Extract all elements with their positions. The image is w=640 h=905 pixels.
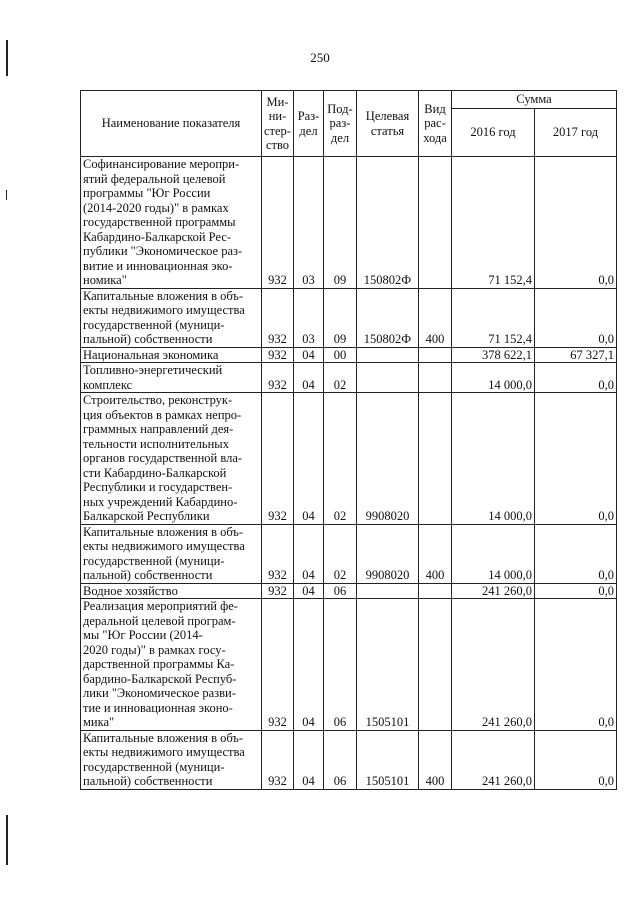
row-name-line: Реализация мероприятий фе-: [83, 599, 238, 613]
row-name-line: дарственной программы Ка-: [83, 657, 235, 671]
table-row: [81, 347, 617, 363]
row-name-line: сти Кабардино-Балкарской: [83, 465, 227, 480]
row-name: [81, 157, 262, 289]
cell-y2016: 241 260,0: [452, 583, 535, 599]
header-target: Целевая статья: [357, 91, 419, 157]
cell-subsection: 02: [324, 363, 357, 393]
row-name: [81, 347, 262, 363]
margin-mark-top: [6, 40, 8, 76]
row-name: [81, 524, 262, 583]
header-year-2017: 2017 год: [535, 109, 617, 157]
cell-target: 1505101: [357, 599, 419, 731]
row-name: [81, 363, 262, 393]
table-row: [81, 393, 617, 525]
row-name-line: бардино-Балкарской Респуб-: [83, 671, 237, 686]
row-name-line: Водное хозяйство: [83, 583, 178, 598]
row-name-line: Капитальные вложения в объ-: [83, 730, 244, 745]
row-name-line: государственной (муници-: [83, 317, 225, 332]
table-row: [81, 524, 617, 583]
row-name-line: пальной) собственности: [83, 332, 213, 346]
row-name-line: пальной) собственности: [83, 568, 213, 582]
cell-target: 9908020: [357, 524, 419, 583]
cell-subsection: 09: [324, 157, 357, 289]
cell-y2017: 67 327,1: [535, 347, 617, 363]
cell-y2017: 0,0: [535, 288, 617, 347]
table-row: [81, 288, 617, 347]
page-number: 250: [310, 50, 330, 65]
cell-y2016: 14 000,0: [452, 393, 535, 525]
cell-subsection: 09: [324, 288, 357, 347]
budget-table: [80, 90, 617, 790]
row-name-line: Топливно-энергетический: [83, 363, 223, 377]
row-name-line: деральной целевой програм-: [83, 613, 236, 628]
cell-ministry: 932: [262, 583, 294, 599]
cell-target: 9908020: [357, 393, 419, 525]
row-name-line: 2020 годы)" в рамках госу-: [83, 642, 226, 657]
cell-target: [357, 583, 419, 599]
row-name-line: ятий федеральной целевой: [83, 171, 226, 186]
cell-expense-type: [419, 347, 452, 363]
table-row: [81, 599, 617, 731]
cell-expense-type: [419, 363, 452, 393]
cell-target: 150802Ф: [357, 157, 419, 289]
cell-section: 04: [294, 583, 324, 599]
cell-subsection: 06: [324, 730, 357, 789]
header-expense-type: Вид рас- хода: [419, 91, 452, 157]
row-name-line: мика": [83, 715, 115, 729]
cell-subsection: 02: [324, 393, 357, 525]
cell-target: 150802Ф: [357, 288, 419, 347]
row-name-line: тельности исполнительных: [83, 436, 229, 451]
row-name-line: Балкарской Республики: [83, 509, 210, 523]
row-name-line: ция объектов в рамках непро-: [83, 407, 242, 422]
row-name-line: государственной (муници-: [83, 553, 225, 568]
row-name: [81, 393, 262, 525]
row-name-line: (2014-2020 годы)" в рамках: [83, 200, 229, 215]
cell-y2017: 0,0: [535, 524, 617, 583]
row-name: [81, 583, 262, 599]
header-sum: Сумма: [452, 91, 617, 109]
cell-y2016: 71 152,4: [452, 157, 535, 289]
row-name: [81, 599, 262, 731]
cell-ministry: 932: [262, 157, 294, 289]
table-row: [81, 583, 617, 599]
header-ministry: Ми- ни- стер- ство: [262, 91, 294, 157]
row-name-line: екты недвижимого имущества: [83, 539, 245, 553]
cell-expense-type: [419, 157, 452, 289]
cell-y2017: 0,0: [535, 393, 617, 525]
row-name-line: публики "Экономическое раз-: [83, 244, 243, 258]
cell-y2017: 0,0: [535, 599, 617, 731]
cell-expense-type: 400: [419, 524, 452, 583]
row-name-line: комплекс: [83, 377, 133, 392]
cell-expense-type: [419, 599, 452, 731]
cell-expense-type: [419, 393, 452, 525]
row-name-line: ных учреждений Кабардино-: [83, 494, 238, 509]
cell-y2017: 0,0: [535, 157, 617, 289]
cell-ministry: 932: [262, 363, 294, 393]
cell-expense-type: [419, 583, 452, 599]
cell-y2016: 378 622,1: [452, 347, 535, 363]
row-name-line: Капитальные вложения в объ-: [83, 288, 244, 303]
table-body: [81, 157, 617, 790]
margin-mark-upper: [6, 190, 7, 200]
cell-section: 04: [294, 524, 324, 583]
row-name-line: Национальная экономика: [83, 347, 219, 362]
row-name-line: витие и инновационная эко-: [83, 258, 233, 273]
cell-y2016: 241 260,0: [452, 599, 535, 731]
cell-ministry: 932: [262, 730, 294, 789]
row-name-line: Капитальные вложения в объ-: [83, 524, 244, 539]
cell-section: 03: [294, 157, 324, 289]
cell-target: 1505101: [357, 730, 419, 789]
header-year-2016: 2016 год: [452, 109, 535, 157]
cell-section: 04: [294, 363, 324, 393]
row-name-line: граммных направлений дея-: [83, 422, 234, 436]
cell-section: 03: [294, 288, 324, 347]
cell-ministry: 932: [262, 393, 294, 525]
cell-section: 04: [294, 347, 324, 363]
header-section: Раз- дел: [294, 91, 324, 157]
row-name-line: органов государственной вла-: [83, 451, 243, 465]
row-name-line: программы "Юг России: [83, 186, 211, 200]
row-name-line: мы "Юг России (2014-: [83, 628, 203, 642]
table-row: [81, 730, 617, 789]
cell-ministry: 932: [262, 347, 294, 363]
cell-target: [357, 347, 419, 363]
row-name-line: пальной) собственности: [83, 774, 213, 788]
row-name-line: номика": [83, 273, 127, 287]
cell-ministry: 932: [262, 599, 294, 731]
row-name-line: государственной (муници-: [83, 759, 225, 774]
cell-section: 04: [294, 599, 324, 731]
cell-section: 04: [294, 393, 324, 525]
cell-subsection: 06: [324, 599, 357, 731]
cell-y2016: 14 000,0: [452, 363, 535, 393]
row-name: [81, 730, 262, 789]
table-row: [81, 157, 617, 289]
cell-y2016: 241 260,0: [452, 730, 535, 789]
header-name: Наименование показателя: [81, 91, 262, 157]
table-row: [81, 363, 617, 393]
cell-y2017: 0,0: [535, 363, 617, 393]
cell-section: 04: [294, 730, 324, 789]
row-name-line: государственной программы: [83, 215, 236, 229]
cell-ministry: 932: [262, 524, 294, 583]
row-name-line: екты недвижимого имущества: [83, 303, 245, 317]
cell-target: [357, 363, 419, 393]
margin-mark-bottom: [6, 815, 8, 865]
row-name-line: лики "Экономическое разви-: [83, 686, 236, 700]
cell-y2016: 71 152,4: [452, 288, 535, 347]
cell-y2017: 0,0: [535, 583, 617, 599]
cell-y2017: 0,0: [535, 730, 617, 789]
row-name-line: тие и инновационная эконо-: [83, 700, 233, 715]
row-name-line: Кабардино-Балкарской Рес-: [83, 229, 232, 244]
cell-subsection: 06: [324, 583, 357, 599]
row-name-line: Строительство, реконструк-: [83, 393, 233, 407]
cell-subsection: 00: [324, 347, 357, 363]
row-name: [81, 288, 262, 347]
cell-expense-type: 400: [419, 288, 452, 347]
row-name-line: Софинансирование меропри-: [83, 157, 240, 171]
row-name-line: Республики и государствен-: [83, 480, 233, 494]
cell-expense-type: 400: [419, 730, 452, 789]
row-name-line: екты недвижимого имущества: [83, 745, 245, 759]
cell-subsection: 02: [324, 524, 357, 583]
header-subsection: Под- раз- дел: [324, 91, 357, 157]
table-header: [81, 91, 617, 157]
cell-y2016: 14 000,0: [452, 524, 535, 583]
cell-ministry: 932: [262, 288, 294, 347]
